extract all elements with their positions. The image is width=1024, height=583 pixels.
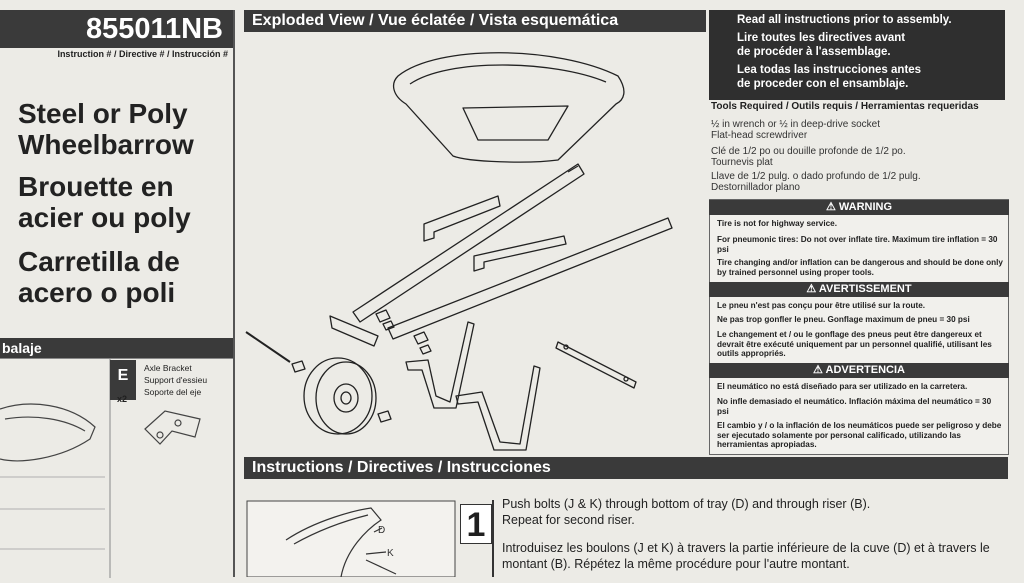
stabilizer-bar — [556, 342, 636, 388]
handle-right — [388, 218, 672, 339]
instruction-number-label: Instruction # / Directive # / Instrucción # — [57, 49, 228, 59]
tools-french — [711, 146, 906, 168]
step-1-diagram — [246, 500, 456, 577]
title-english — [18, 98, 194, 160]
tool-en-1: ½ in wrench or ½ in deep-drive socket — [711, 119, 880, 130]
read-notice-en: Read all instructions prior to assembly. — [737, 14, 952, 26]
step-fr-line-2: montant (B). Répétez la même procédure pour l'autre montant. — [502, 557, 850, 571]
part-e-quantity: x2 — [117, 394, 128, 404]
leg-right — [456, 366, 540, 450]
step-label-k: K — [387, 548, 394, 559]
model-number: 855011NB — [0, 10, 233, 48]
exploded-view-header: Exploded View / Vue éclatée / Vista esquemática — [244, 10, 706, 32]
step-divider — [492, 500, 494, 577]
step-label-d: D — [378, 525, 386, 536]
step-en-line-1: Push bolts (J & K) through bottom of tray (D) and through riser (B). — [502, 497, 871, 511]
instructions-header: Instructions / Directives / Instrucciones — [244, 457, 1008, 479]
part-e-name-es: Soporte del eje — [144, 387, 202, 397]
warning-heading-es: ⚠ ADVERTENCIA — [709, 363, 1009, 378]
step-number: 1 — [460, 504, 492, 544]
title-en-line-2: Wheelbarrow — [18, 129, 194, 160]
tool-fr-1: Clé de 1/2 po ou douille profonde de 1/2 po. — [711, 146, 906, 157]
tool-en-2: Flat-head screwdriver — [711, 130, 808, 141]
title-fr-line-1: Brouette en — [18, 171, 174, 202]
warning-heading-fr: ⚠ AVERTISSEMENT — [709, 282, 1009, 297]
brace-left — [424, 196, 500, 241]
tool-es-1: Llave de 1/2 pulg. o dado profundo de 1/2 pulg. — [711, 171, 921, 182]
axle-spacer — [292, 361, 305, 372]
packaging-header: balaje — [0, 338, 233, 358]
part-e-names — [144, 362, 207, 398]
wheel-spacer — [378, 411, 391, 422]
part-e-name-fr: Support d'essieu — [144, 375, 208, 385]
read-notice-es-2: de proceder con el ensamblaje. — [737, 78, 909, 90]
read-notice-es-1: Lea todas las instrucciones antes — [737, 63, 922, 76]
tray-illustration — [394, 53, 624, 162]
axle — [246, 332, 290, 362]
exploded-view-diagram — [238, 36, 708, 456]
warning-es-2: No infle demasiado el neumático. Inflación máxima del neumático = 30 psi — [717, 397, 992, 416]
tools-spanish — [711, 171, 921, 193]
warning-en-3: Tire changing and/or inflation can be dangerous and should be done only by trained personnel using proper tools. — [717, 258, 1003, 277]
read-notice-fr-2: de procéder à l'assemblage. — [737, 46, 891, 58]
warning-en-1: Tire is not for highway service. — [717, 219, 837, 228]
bolts — [414, 332, 431, 354]
title-spanish — [18, 246, 180, 308]
title-en-line-1: Steel or Poly — [18, 98, 188, 129]
step-fr-line-1: Introduisez les boulons (J et K) à travers la partie inférieure de la cuve (D) et à travers le — [502, 541, 990, 555]
wheel-illustration — [304, 358, 376, 434]
tool-fr-2: Tournevis plat — [711, 157, 773, 168]
title-es-line-2: acero o poli — [18, 277, 176, 308]
warning-heading-en: ⚠ WARNING — [709, 200, 1009, 215]
warning-es-3: El cambio y / o la inflación de los neumáticos puede ser peligroso y debe ser ejecutado solamente por personal calificado, utilizando las herramientas apropiadas. — [717, 421, 1002, 450]
tool-es-2: Destornillador plano — [711, 182, 800, 193]
column-divider — [233, 10, 235, 577]
part-e-name-en: Axle Bracket — [144, 363, 192, 373]
warning-fr-2: Ne pas trop gonfler le pneu. Gonflage maximum de pneu = 30 psi — [717, 315, 970, 324]
warning-es-1: El neumático no está diseñado para ser utilizado en la carretera. — [717, 382, 968, 391]
tools-english — [711, 119, 880, 141]
step-1-text-fr — [502, 540, 1012, 572]
warning-fr-3: Le changement et / ou le gonflage des pneus peut être dangereux et devrait être exécuté uniquement par un personnel qualifié, utilisant les outils appropriés. — [717, 330, 992, 359]
step-en-line-2: Repeat for second riser. — [502, 513, 635, 527]
warning-en-2: For pneumonic tires: Do not over inflate tire. Maximum tire inflation = 30 psi — [717, 235, 998, 254]
title-fr-line-2: acier ou poly — [18, 202, 191, 233]
step-1-text-en — [502, 496, 1012, 528]
tools-heading: Tools Required / Outils requis / Herramientas requeridas — [711, 101, 979, 112]
part-e-badge: E — [110, 360, 136, 400]
front-bracket — [330, 316, 378, 346]
read-instructions-notice — [709, 10, 1005, 100]
brace-right — [474, 236, 566, 271]
warning-fr-1: Le pneu n'est pas conçu pour être utilisé sur la route. — [717, 301, 926, 310]
handle-left — [353, 164, 584, 322]
title-french — [18, 171, 191, 233]
title-es-line-1: Carretilla de — [18, 246, 180, 277]
read-notice-fr-1: Lire toutes les directives avant — [737, 31, 906, 44]
